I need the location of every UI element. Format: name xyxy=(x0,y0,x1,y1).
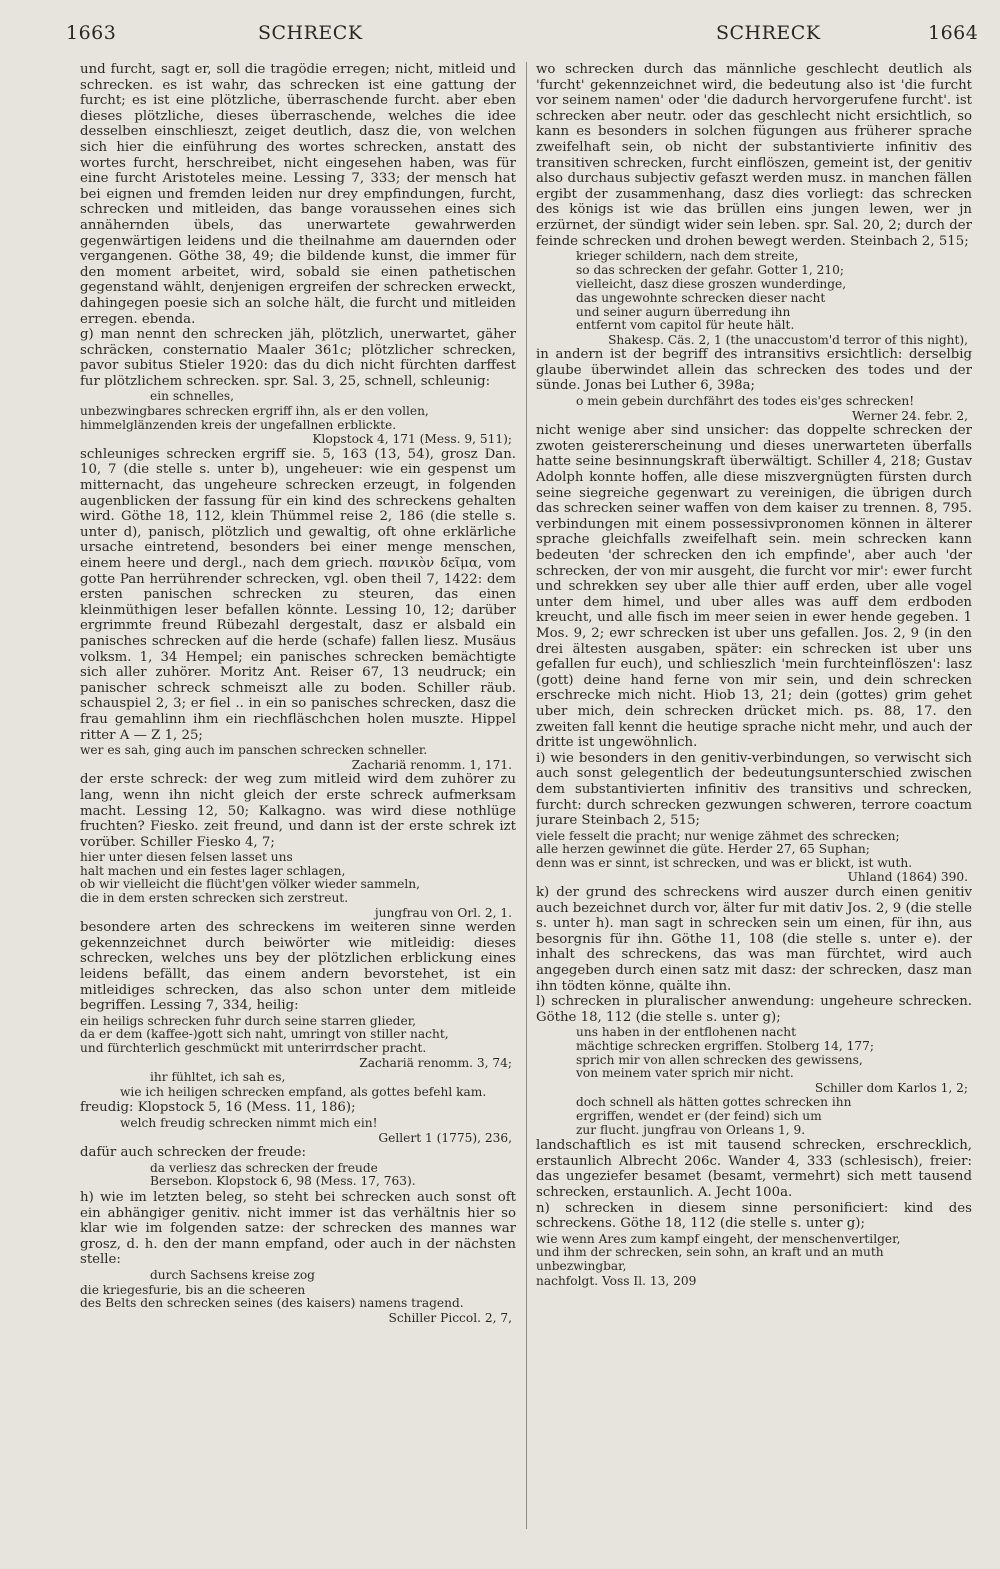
entry-paragraph: g) man nennt den schrecken jäh, plötzlich, unerwartet, gäher schräcken, consternatio Maaler 361c; plötzlicher schrecken, pavor subitus Stieler 1920: das du dich nicht fürchten darffest fur plötzlichem schrecken. spr. Sal. 3, 25, schnell, schleunig: xyxy=(80,327,516,389)
running-head-left: SCHRECK xyxy=(258,22,363,44)
entry-paragraph: n) schrecken in diesem sinne personificiert: kind des schreckens. Göthe 18, 112 (die stelle s. unter g); xyxy=(536,1200,972,1232)
verse-quote: o mein gebein durchfährt des todes eis'ges schrecken! xyxy=(576,394,915,409)
entry-paragraph: h) wie im letzten beleg, so steht bei schrecken auch sonst oft ein abhängiger genitiv. nicht immer ist das verhältnis hier so klar wie im folgenden satze: der schrecken des mannes war grosz, d. h. den der mann empfand, oder auch in der nächsten stelle: xyxy=(80,1189,516,1268)
verse-quote: durch Sachsens kreise zog xyxy=(150,1267,315,1282)
entry-paragraph: schleuniges schrecken ergriff sie. 5, 163 (13, 54), grosz Dan. 10, 7 (die stelle s. unter b), ungeheuer: wie ein gespenst um mitternacht, das ungeheure schrecken erzeugt, in folgenden augenblicken der fassung für ein kind des schreckens gehalten wird. Göthe 18, 112, klein Thümmel reise 2, 186 (die stelle s. unter d), panisch, plötzlich und gewaltig, oft ohne erklärliche ursache eintretend, besonders bei einer menge menschen, einem heere und dergl., nach dem griech. πανικὸν δεῖμα, vom gotte Pan herrührender schrecken, vgl. oben theil 7, 1422: dem ersten panischen schrecken zu steuren, das einen kleinmüthigen leser befallen könnte. Lessing 10, 12; darüber ergrimmte freund Rübezahl dergestalt, dasz er alsbald ein panisches schrecken auf die herde (schafe) fallen liesz. Musäus volksm. 1, 34 Hempel; ein panisches schrecken bemächtigte sich aller zuhörer. Moritz Ant. Reiser 67, 13 neudruck; ein panischer schreck schmeiszt alle zu boden. Schiller räub. schauspiel 2, 3; er fiel .. in ein so panisches schrecken, dasz die frau gemahlinn ihm ein riechfläschchen holen muszte. Hippel ritter A — Z 1, 25; xyxy=(80,446,516,743)
verse-quote: doch schnell als hätten gottes schrecken ihn ergriffen, wendet er (der feind) sich um zur flucht. jungfrau von Orleans 1, 9. xyxy=(576,1095,852,1137)
verse-quote: wer es sah, ging auch im panschen schrecken schneller. xyxy=(80,743,428,758)
citation-source: Schiller Piccol. 2, 7, xyxy=(388,1310,512,1325)
citation-source: jungfrau von Orl. 2, 1. xyxy=(374,905,512,920)
entry-paragraph: freudig: Klopstock 5, 16 (Mess. 11, 186); xyxy=(80,1100,356,1116)
verse-quote: da verliesz das schrecken der freude Bersebon. Klopstock 6, 98 (Mess. 17, 763). xyxy=(150,1160,416,1189)
citation-source: Uhland (1864) 390. xyxy=(847,870,968,885)
page-number-right: 1664 xyxy=(928,22,979,44)
citation-source: Shakesp. Cäs. 2, 1 (the unaccustom'd terror of this night), xyxy=(608,332,968,347)
right-column xyxy=(536,62,972,1551)
entry-paragraph: dafür auch schrecken der freude: xyxy=(80,1145,306,1161)
entry-paragraph: landschaftlich es ist mit tausend schrecken, erschrecklich, erstaunlich Albrecht 206c. Wander 4, 333 (schlesisch), freier: das ungeziefer besamet (besamt, vermehrt) sich mett tausend schrecken, erstaunlich. A. Jecht 100a. xyxy=(536,1138,972,1200)
citation-source: Schiller dom Karlos 1, 2; xyxy=(814,1080,968,1095)
verse-quote: ihr fühltet, ich sah es, xyxy=(150,1070,286,1085)
entry-paragraph: in andern ist der begriff des intransitivs ersichtlich: derselbig glaube überwindet allein das schrecken des todes und der sünde. Jonas bei Luther 6, 398a; xyxy=(536,347,972,394)
citation-source: Zachariä renomm. 3, 74; xyxy=(359,1055,512,1070)
verse-quote: wie ich heiligen schrecken empfand, als gottes befehl kam. xyxy=(120,1084,487,1099)
verse-quote: hier unter diesen felsen lasset uns halt machen und ein festes lager schlagen, ob wir vielleicht die flücht'gen völker wieder sammeln, die in dem ersten schrecken sich zerstreut. xyxy=(80,850,420,906)
verse-quote: welch freudig schrecken nimmt mich ein! xyxy=(120,1115,378,1130)
entry-paragraph: nicht wenige aber sind unsicher: das doppelte schrecken der zwoten geistererscheinung und dieses unerwarteten überfalls hatte seine besinnungskraft überwältigt. Schiller 4, 218; Gustav Adolph konnte hoffen, alle diese miszvergnügten fürsten durch seine siegreiche gegenwart zu vereinigen, die übrigen durch das schrecken seiner waffen von dem kaiser zu trennen. 8, 795. verbindungen mit einem possessivpronomen können in älterer sprache gleichfalls zweifelhaft sein. mein schrecken kann bedeuten 'der schrecken den ich empfinde', aber auch 'der schrecken, der von mir ausgeht, die furcht vor mir': ewer furcht und schrekken sey uber alle thier auff erden, uber alle vogel unter dem himel, und uber alles was auff dem erdboden kreucht, und alle fisch im meer seien in ewer hende gegeben. 1 Mos. 9, 2; ewr schrecken ist uber uns gefallen. Jos. 2, 9 (in den drei ältesten ausgaben, später: ein schrecken ist uber uns gefallen fur euch), und schlieszlich 'mein furchteinflöszen': lasz (gott) deine hand ferne von mir sein, und dein schrecken erschrecke mich nicht. Hiob 13, 21; dein (gottes) grim gehet uber mich, dein schrecken drücket mich. ps. 88, 17. den zweiten fall kennt die heutige sprache nicht mehr, und auch der dritte ist ungewöhnlich. xyxy=(536,423,972,751)
citation-source: Werner 24. febr. 2, xyxy=(852,408,968,423)
citation-source: Klopstock 4, 171 (Mess. 9, 511); xyxy=(312,432,512,447)
column-divider xyxy=(526,62,527,1529)
verse-quote: die kriegesfurie, bis an die scheeren des Belts den schrecken seines (des kaisers) namens tragend. xyxy=(80,1282,464,1311)
entry-paragraph: i) wie besonders in den genitiv-verbindungen, so verwischt sich auch sonst gelegentlich der bedeutungsunterschied zwischen dem substantivierten infinitiv des transitivs und schrecken, furcht: durch schrecken gezwungen schweren, terrore coactum jurare Steinbach 2, 515; xyxy=(536,750,972,829)
entry-paragraph: wo schrecken durch das männliche geschlecht deutlich als 'furcht' gekennzeichnet wird, die bedeutung also ist 'die furcht vor seinem namen' oder 'die dadurch hervorgerufene furcht'. ist schrecken aber neutr. oder das geschlecht nicht ersichtlich, so kann es besonders in solchen fügungen aus früherer sprache zweifelhaft sein, ob nicht der substantivierte infinitiv des transitiven schrecken, furcht einflöszen, gemeint ist, der genitiv also durchaus subjectiv gefaszt werden musz. in manchen fällen ergibt der zusammenhang, dasz dies vorliegt: das schrecken des königs ist wie das brüllen eins jungen lewen, wer jn erzürnet, der sündigt wider sein leben. spr. Sal. 20, 2; durch der feinde schrecken und drohen bewegt werden. Steinbach 2, 515; xyxy=(536,62,972,249)
page-number-left: 1663 xyxy=(66,22,117,44)
verse-quote: nachfolgt. Voss Il. 13, 209 xyxy=(536,1273,697,1288)
entry-paragraph: k) der grund des schreckens wird auszer durch einen genitiv auch bezeichnet durch vor, älter fur mit dativ Jos. 2, 9 (die stelle s. unter h). man sagt in schrecken sein um einen, für ihn, aus besorgnis für ihn. Göthe 11, 108 (die stelle s. unter e). der inhalt des schreckens, das was man fürchtet, wird auch angegeben durch einen satz mit dasz: der schrecken, dasz man ihn tödten könne, quälte ihn. xyxy=(536,885,972,994)
entry-paragraph: und furcht, sagt er, soll die tragödie erregen; nicht, mitleid und schrecken. es ist wahr, das schrecken ist eine gattung der furcht; es ist eine plötzliche, überraschende furcht. aber eben dieses plötzliche, dieses überraschende, welches die idee desselben einschlieszt, zeiget deutlich, dasz die, von welchen sich hier die einführung des wortes schrecken, anstatt des wortes furcht, herschreibet, nicht eingesehen haben, was für eine furcht Aristoteles meine. Lessing 7, 333; der mensch hat bei eignen und fremden leiden nur drey empfindungen, furcht, schrecken und mitleiden, das bange voraussehen eines sich annähernden übels, das unerwartete gewahrwerden gegenwärtigen leidens und die theilnahme am dauernden oder vergangenen. Göthe 38, 49; die bildende kunst, die immer für den moment arbeitet, wird, sobald sie einen pathetischen gegenstand wählt, denjenigen ergreifen der schrecken erweckt, dahingegen poesie sich an solche hält, die furcht und mitleiden erregen. ebenda. xyxy=(80,62,516,327)
verse-quote: ein heiligs schrecken fuhr durch seine starren glieder, da er dem (kaffee-)gott sich naht, umringt von stiller nacht, und fürchterlich geschmückt mit unterirrdscher pracht. xyxy=(80,1013,449,1055)
entry-paragraph: besondere arten des schreckens im weiteren sinne werden gekennzeichnet durch beiwörter wie mitleidig: dieses schrecken, welches uns bey der plötzlichen erblickung eines leidens befällt, das einem andern bevorstehet, ist ein mitleidiges schrecken, das also schon unter dem mitleide begriffen. Lessing 7, 334, heilig: xyxy=(80,920,516,1014)
verse-quote: vielleicht, dasz diese groszen wunderdinge, das ungewohnte schrecken dieser nacht und seiner augurn überredung ihn entfernt vom capitol für heute hält. xyxy=(576,277,847,333)
running-head-right: SCHRECK xyxy=(716,22,821,44)
verse-quote: unbezwingbares schrecken ergriff ihn, als er den vollen, himmelglänzenden kreis der ungefallnen erblickte. xyxy=(80,404,429,432)
verse-quote: krieger schildern, nach dem streite, so das schrecken der gefahr. Gotter 1, 210; xyxy=(576,249,845,277)
citation-source: Zachariä renomm. 1, 171. xyxy=(351,757,512,772)
entry-paragraph: l) schrecken in pluralischer anwendung: ungeheure schrecken. Göthe 18, 112 (die stelle s. unter g); xyxy=(536,994,972,1025)
verse-quote: uns haben in der entflohenen nacht mächtige schrecken ergriffen. Stolberg 14, 177; sprich mir von allen schrecken des gewissens, von meinem vater sprich mir nicht. xyxy=(576,1025,874,1081)
verse-quote: wie wenn Ares zum kampf eingeht, der menschenvertilger, und ihm der schrecken, sein sohn, an kraft und an muth unbezwingbar, xyxy=(536,1231,901,1273)
citation-source: Gellert 1 (1775), 236, xyxy=(378,1130,512,1145)
verse-quote: ein schnelles, xyxy=(150,389,234,404)
left-column xyxy=(80,62,516,1551)
verse-quote: viele fesselt die pracht; nur wenige zähmet des schrecken; alle herzen gewinnet die güte. Herder 27, 65 Suphan; denn was er sinnt, ist schrecken, und was er blickt, ist wuth. xyxy=(536,828,913,870)
entry-paragraph: der erste schreck: der weg zum mitleid wird dem zuhörer zu lang, wenn ihn nicht gleich der erste schreck aufmerksam macht. Lessing 12, 50; Kalkagno. was wird diese nothlüge fruchten? Fiesko. zeit freund, und dann ist der erste schrek izt vorüber. Schiller Fiesko 4, 7; xyxy=(80,772,516,850)
